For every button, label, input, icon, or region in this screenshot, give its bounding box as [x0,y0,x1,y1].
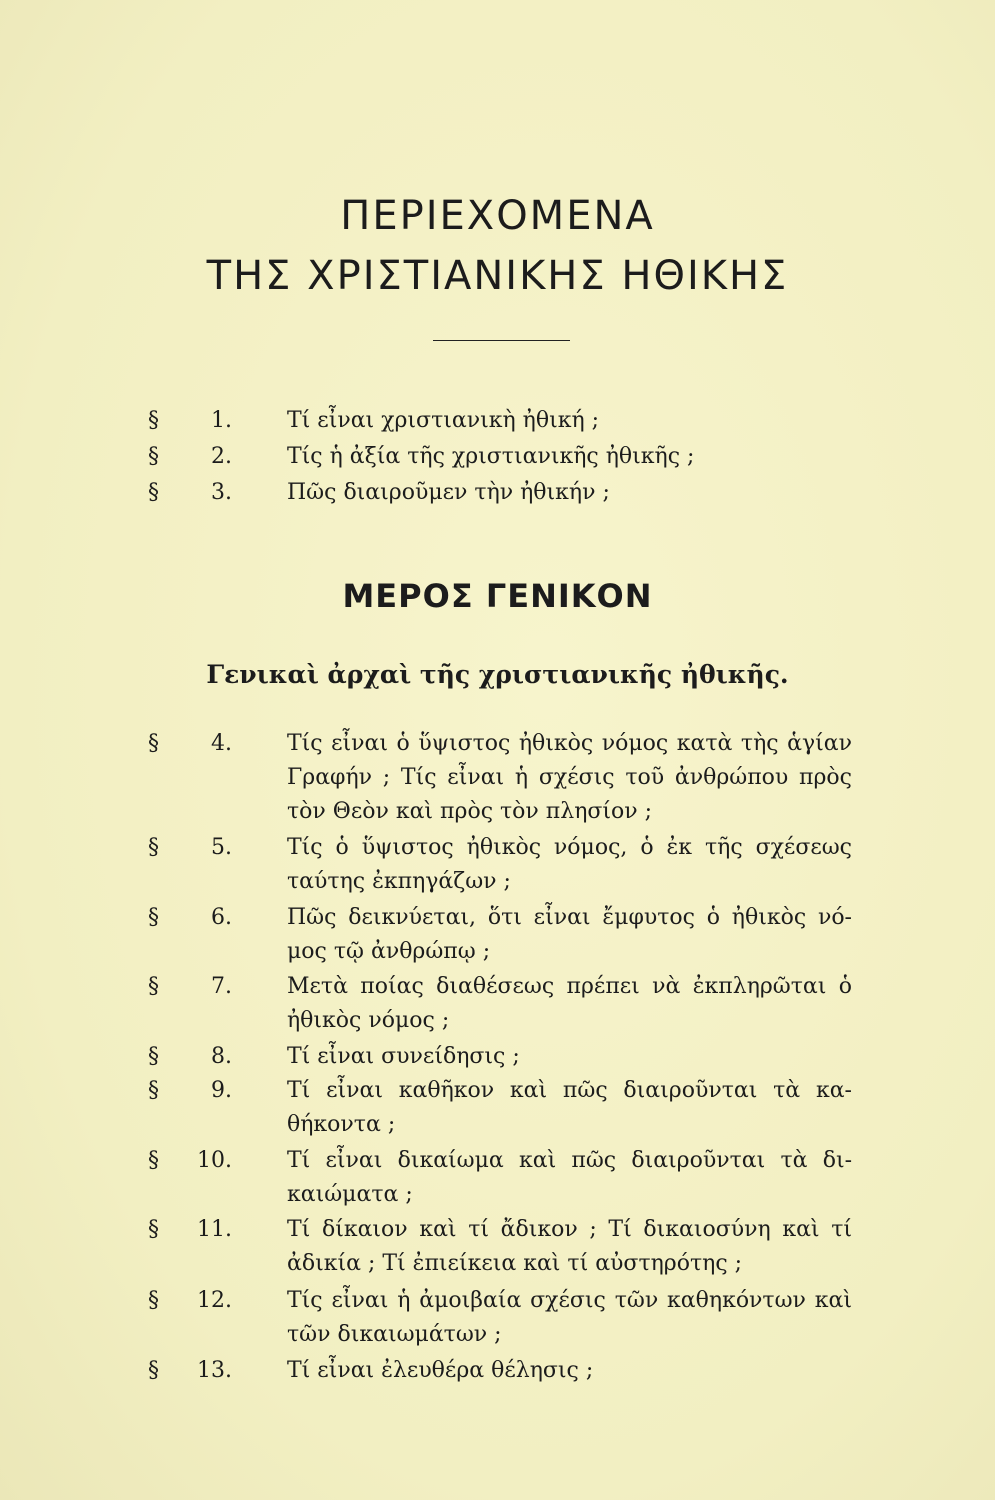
entry-text [287,901,852,969]
entry-text [287,1354,852,1388]
entry-text [287,1144,852,1212]
entry-number: 10. [197,1148,232,1173]
entry-text [287,831,852,899]
entry-line: Τί εἶναι δικαίωμα καὶ πῶς διαιροῦνται τὰ δι- [287,1148,852,1173]
entry-line: Τίς ἡ ἀξία τῆς χριστιανικῆς ἠθικῆς ; [287,444,695,469]
entry-line: Τί εἶναι ἐλευθέρα θέλησις ; [287,1358,594,1383]
entry-number: 8. [211,1044,232,1069]
entry-line: τῶν δικαιωμάτων ; [287,1322,502,1347]
section-symbol: § [148,480,159,505]
entry-line: καιώματα ; [287,1182,413,1207]
entry-number: 7. [211,974,232,999]
section-symbol: § [148,974,159,999]
entry-text [287,476,852,510]
entry-text [287,440,852,474]
part-subheading: Γενικαὶ ἀρχαὶ τῆς χριστιανικῆς ἠθικῆς. [206,660,789,689]
entry-line: Τίς ὁ ὕψιστος ἠθικὸς νόμος, ὁ ἐκ τῆς σχέσεως [287,835,852,860]
section-symbol: § [148,1358,159,1383]
entry-number: 2. [211,444,232,469]
entry-line: ἀδικία ; Τί ἐπιείκεια καὶ τί αὐστηρότης ; [287,1251,743,1276]
entry-line: Μετὰ ποίας διαθέσεως πρέπει νὰ ἐκπληρῶται ὁ [287,974,852,999]
entry-line: Τί εἶναι καθῆκον καὶ πῶς διαιροῦνται τὰ κα- [287,1078,852,1103]
entry-line: Τί εἶναι χριστιανικὴ ἠθική ; [287,408,600,433]
entry-line: θήκοντα ; [287,1112,396,1137]
entry-text [287,970,852,1038]
title-divider [433,340,570,341]
entry-line: μος τῷ ἀνθρώπῳ ; [287,939,491,964]
page-title: ΠΕΡΙΕΧΟΜΕΝΑ [340,193,655,239]
entry-text [287,404,852,438]
entry-line: Τίς εἶναι ὁ ὕψιστος ἠθικὸς νόμος κατὰ τὴς ἁγίαν [287,731,852,756]
entry-line: τὸν Θεὸν καὶ πρὸς τὸν πλησίον ; [287,799,653,824]
entry-line: ταύτης ἐκπηγάζων ; [287,869,511,894]
entry-text [287,1284,852,1352]
section-symbol: § [148,1078,159,1103]
section-symbol: § [148,1288,159,1313]
section-symbol: § [148,905,159,930]
entry-number: 5. [211,835,232,860]
entry-number: 1. [211,408,232,433]
entry-number: 9. [211,1078,232,1103]
entry-number: 11. [197,1217,232,1242]
section-symbol: § [148,1044,159,1069]
entry-text [287,1040,852,1074]
entry-number: 4. [211,731,232,756]
section-symbol: § [148,408,159,433]
section-symbol: § [148,444,159,469]
entry-line: ἠθικὸς νόμος ; [287,1008,450,1033]
entry-text [287,727,852,829]
entry-number: 6. [211,905,232,930]
section-symbol: § [148,835,159,860]
entry-number: 12. [197,1288,232,1313]
entry-line: Γραφήν ; Τίς εἶναι ἡ σχέσις τοῦ ἀνθρώπου πρὸς [287,765,852,790]
section-symbol: § [148,1148,159,1173]
section-symbol: § [148,1217,159,1242]
entry-line: Τί εἶναι συνείδησις ; [287,1044,520,1069]
entry-text [287,1213,852,1281]
entry-text [287,1074,852,1142]
page-subtitle: ΤΗΣ ΧΡΙΣΤΙΑΝΙΚΗΣ ΗΘΙΚΗΣ [206,253,789,299]
entry-line: Πῶς δεικνύεται, ὅτι εἶναι ἔμφυτος ὁ ἠθικὸς νό- [287,905,852,930]
entry-number: 13. [197,1358,232,1383]
entry-number: 3. [211,480,232,505]
entry-line: Πῶς διαιροῦμεν τὴν ἠθικήν ; [287,480,610,505]
part-heading: ΜΕΡΟΣ ΓΕΝΙΚΟΝ [342,577,653,615]
section-symbol: § [148,731,159,756]
entry-line: Τίς εἶναι ἡ ἀμοιβαία σχέσις τῶν καθηκόντων καὶ [287,1288,852,1313]
entry-line: Τί δίκαιον καὶ τί ἄδικον ; Τί δικαιοσύνη καὶ τί [287,1217,852,1242]
